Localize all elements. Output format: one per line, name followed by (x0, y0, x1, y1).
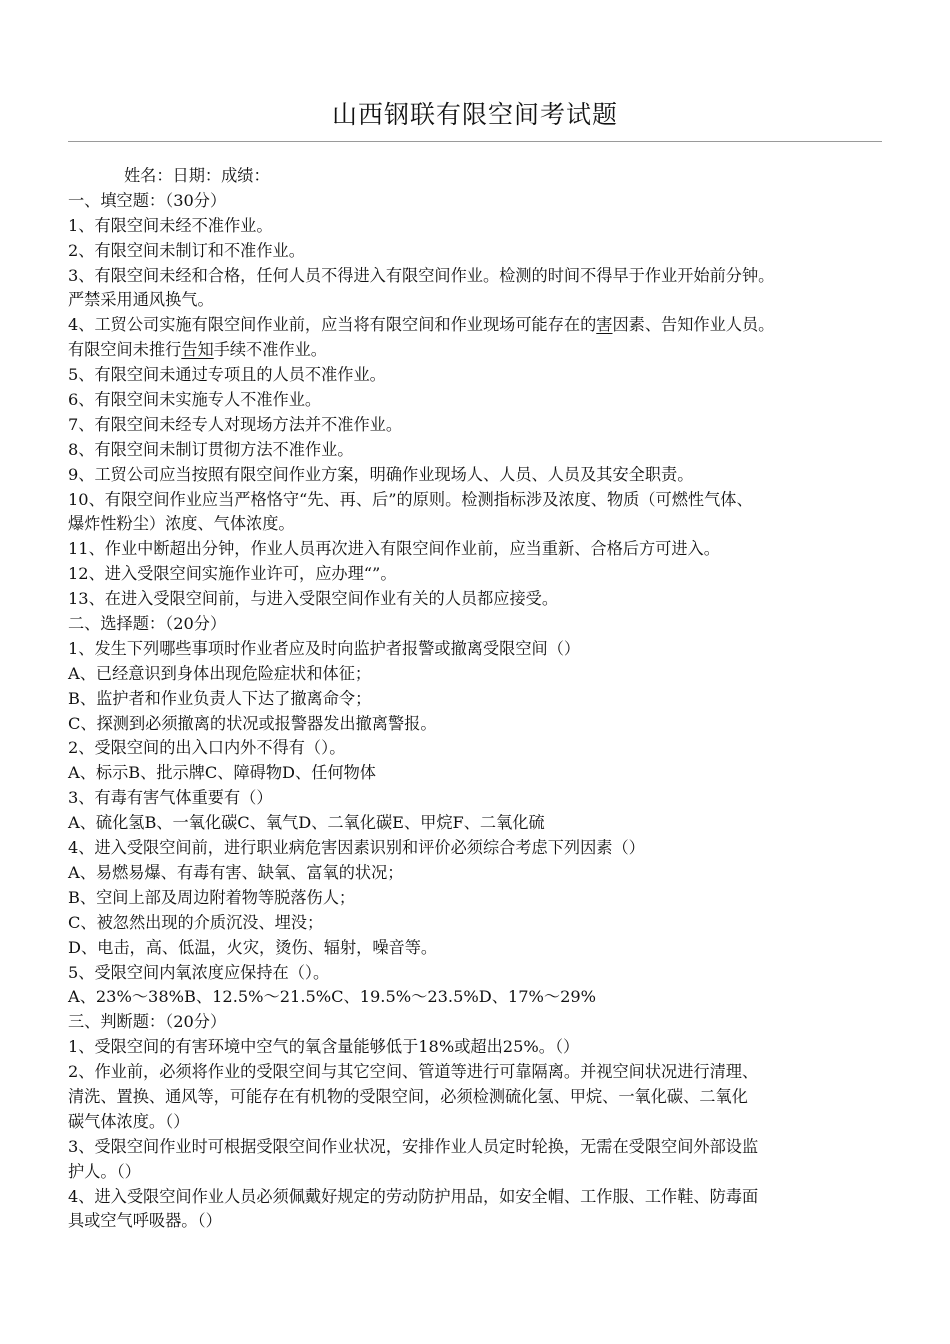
question-line: 爆炸性粉尘）浓度、气体浓度。 (68, 514, 295, 534)
question-line: 具或空气呼吸器。（） (68, 1211, 222, 1231)
option-line: A、易燃易爆、有毒有害、缺氧、富氧的状况； (68, 862, 404, 882)
header-fields: 姓名：日期：成绩： (124, 166, 270, 185)
option-line: A、23%～38%B、12.5%～21.5%C、19.5%～23.5%D、17%～29% (68, 987, 597, 1007)
question-line: 严禁采用通风换气。 (68, 290, 214, 310)
question-line: 2、作业前，必须将作业的受限空间与其它空间、管道等进行可靠隔离。并视空间状况进行清理、 (68, 1062, 759, 1082)
text-segment: 因素、告知作业人员。 (612, 315, 775, 335)
question-line: 1、发生下列哪些事项时作业者应及时向监护者报警或撤离受限空间（） (68, 638, 581, 658)
question-line: 5、受限空间内氧浓度应保持在（）。 (68, 962, 330, 982)
question-line: 护人。（） (68, 1161, 141, 1181)
section-heading-judge: 三、判断题：（20分） (68, 1012, 227, 1032)
option-line: A、已经意识到身体出现危险症状和体征； (68, 663, 372, 683)
question-line: 3、有限空间未经和合格，任何人员不得进入有限空间作业。检测的时间不得早于作业开始前分钟。 (68, 265, 775, 285)
question-line: 5、有限空间未通过专项且的人员不准作业。 (68, 365, 386, 385)
question-line: 9、工贸公司应当按照有限空间作业方案，明确作业现场人、人员、人员及其安全职责。 (68, 464, 694, 484)
question-line: 清洗、置换、通风等，可能存在有机物的受限空间，必须检测硫化氢、甲烷、一氧化碳、二氧化 (68, 1086, 748, 1106)
text-segment: 有限空间未推行 (68, 340, 182, 360)
question-line-underlined (68, 338, 888, 363)
question-line: 4、进入受限空间前，进行职业病危害因素识别和评价必须综合考虑下列因素（） (68, 838, 645, 858)
option-line: A、标示B、批示牌C、障碍物D、任何物体 (68, 763, 376, 783)
question-line: 1、有限空间未经不准作业。 (68, 215, 273, 235)
question-line: 7、有限空间未经专人对现场方法并不准作业。 (68, 414, 403, 434)
question-line: 3、受限空间作业时可根据受限空间作业状况，安排作业人员定时轮换，无需在受限空间外部设监 (68, 1136, 759, 1156)
option-line: C、被忽然出现的介质沉没、埋没； (68, 912, 324, 932)
question-line: 12、进入受限空间实施作业许可，应办理“”。 (68, 564, 397, 584)
question-line: 11、作业中断超出分钟，作业人员再次进入有限空间作业前，应当重新、合格后方可进入。 (68, 539, 720, 559)
document-title: 山西钢联有限空间考试题 (331, 100, 618, 129)
section-heading-choice: 二、选择题：（20分） (68, 614, 227, 634)
question-line: 10、有限空间作业应当严格恪守“先、再、后”的原则。检测指标涉及浓度、物质（可燃性气体、 (68, 489, 753, 509)
option-line: D、电击，高、低温，火灾，烫伤、辐射，噪音等。 (68, 937, 438, 957)
question-line: 4、进入受限空间作业人员必须佩戴好规定的劳动防护用品，如安全帽、工作服、工作鞋、防毒面 (68, 1186, 759, 1206)
exam-body (68, 164, 888, 1234)
option-line: B、监护者和作业负责人下达了撤离命令； (68, 688, 372, 708)
question-line: 1、受限空间的有害环境中空气的氧含量能够低于18%或超出25%。（） (68, 1037, 580, 1057)
question-line: 2、有限空间未制订和不准作业。 (68, 240, 305, 260)
text-segment: 手续不准作业。 (213, 340, 327, 360)
question-line: 8、有限空间未制订贯彻方法不准作业。 (68, 439, 354, 459)
question-line: 13、在进入受限空间前，与进入受限空间作业有关的人员都应接受。 (68, 589, 559, 609)
underlined-text: 告知 (181, 340, 214, 360)
question-line: 2、受限空间的出入口内外不得有（）。 (68, 738, 346, 758)
option-line: A、硫化氢B、一氧化碳C、氧气D、二氧化碳E、甲烷F、二氧化硫 (68, 813, 545, 833)
title-divider (68, 141, 882, 142)
question-line-underlined (68, 313, 888, 338)
section-heading-fill: 一、填空题：（30分） (68, 190, 227, 210)
underlined-text: 害 (596, 315, 613, 335)
option-line: B、空间上部及周边附着物等脱落伤人； (68, 887, 356, 907)
question-line: 3、有毒有害气体重要有（） (68, 788, 273, 808)
option-line: C、探测到必须撤离的状况或报警器发出撤离警报。 (68, 713, 437, 733)
question-line: 6、有限空间未实施专人不准作业。 (68, 390, 322, 410)
question-line: 碳气体浓度。（） (68, 1111, 190, 1131)
text-segment: 4、工贸公司实施有限空间作业前，应当将有限空间和作业现场可能存在的 (68, 315, 597, 335)
